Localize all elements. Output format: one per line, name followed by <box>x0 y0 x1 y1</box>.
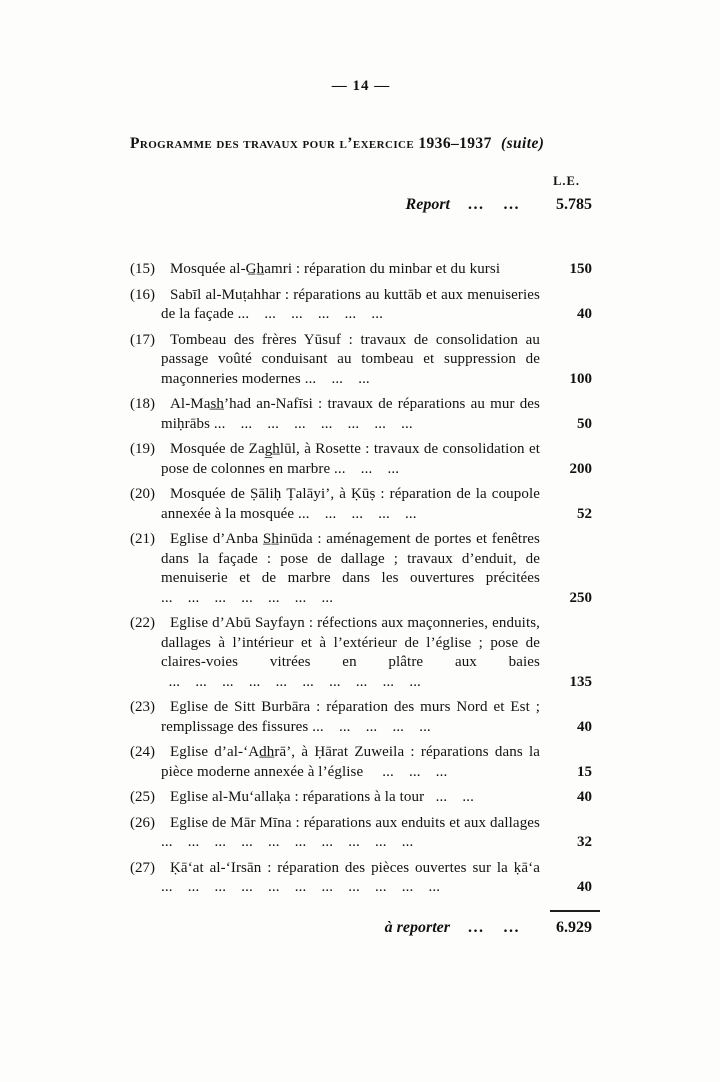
item-amount: 50 <box>577 415 592 432</box>
item-description: Eglise d’al-‘Ad̲h̲rā’, à Ḥārat Zuweila : réparations dans la pièce moderne annexée à l’église ... ... ... <box>161 744 540 780</box>
work-item-row <box>130 530 592 608</box>
work-item-row <box>130 331 592 390</box>
work-item-row <box>130 814 592 853</box>
item-description: Ḳā‘at al-‘Irsān : réparation des pièces ouvertes sur la ḳā‘a ... ... ... ... ... ... ... ... ... ... ... <box>161 859 540 895</box>
carry-forward-amount: 6.929 <box>556 918 592 936</box>
work-item-row <box>130 788 592 808</box>
report-amount: 5.785 <box>556 196 592 213</box>
items-list <box>130 260 592 898</box>
item-description: Sabīl al-Muṭahhar : réparations au kuttāb et aux menuiseries de la façade ... ... ... ... ... ... <box>161 286 540 322</box>
carry-forward-label: à reporter <box>384 918 450 936</box>
item-number: (15) <box>130 261 155 277</box>
item-amount: 40 <box>577 789 592 805</box>
work-item-row <box>130 698 592 737</box>
item-amount: 150 <box>569 261 592 277</box>
report-row <box>130 196 592 214</box>
item-description: Mosquée al-G̲h̲amri : réparation du minbar et du kursi <box>170 261 501 277</box>
item-number: (19) <box>130 441 155 457</box>
work-item-row <box>130 395 592 434</box>
item-number: (17) <box>130 331 155 348</box>
item-amount: 32 <box>577 834 592 850</box>
work-item-row <box>130 743 592 782</box>
item-number: (21) <box>130 531 155 547</box>
work-item-row <box>130 286 592 325</box>
item-amount: 40 <box>577 306 592 322</box>
item-amount: 250 <box>569 589 592 606</box>
item-number: (27) <box>130 859 155 876</box>
work-item-row <box>130 859 592 898</box>
item-description: Eglise d’Anba S̲h̲inūda : aménagement de portes et fenêtres dans la façade : pose de dallage ; travaux d’enduit, de menuiserie et de marbre dans les ouvertures précitées ... ... ... ... ... ... ... <box>161 531 540 606</box>
work-item-row <box>130 485 592 524</box>
carry-forward-row <box>130 919 592 937</box>
item-number: (20) <box>130 486 155 502</box>
work-item-row <box>130 440 592 479</box>
item-number: (18) <box>130 396 155 412</box>
item-amount: 100 <box>569 370 592 387</box>
item-description: Mosquée de Ṣāliḥ Ṭalāyi’, à Ḳūṣ : réparation de la coupole annexée à la mosquée ... ... ... ... ... <box>161 486 540 522</box>
item-description: Eglise al-Mu‘allaḳa : réparations à la tour ... ... <box>170 789 474 805</box>
work-item-row <box>130 614 592 692</box>
item-number: (16) <box>130 286 155 303</box>
item-number: (22) <box>130 615 155 631</box>
currency-label: L.E. <box>553 174 580 188</box>
item-amount: 52 <box>577 505 592 522</box>
item-amount: 200 <box>569 460 592 477</box>
item-amount: 40 <box>577 879 592 895</box>
title-main: Programme des travaux pour l’exercice 1936–1937 <box>130 135 492 152</box>
report-dot-leader: ... ... <box>468 196 520 213</box>
item-number: (26) <box>130 814 155 831</box>
item-amount: 40 <box>577 718 592 735</box>
page-number: — 14 — <box>331 78 391 94</box>
item-description: Eglise d’Abū Sayfayn : réfections aux maçonneries, enduits, dallages à l’intérieur et à l’extérieur de l’église ; pose de claires-voies vitrées en plâtre aux baies ... ... ... ... ... ... ... ... ... ... <box>161 615 540 690</box>
report-label: Report <box>405 196 450 213</box>
total-rule <box>550 910 600 912</box>
item-number: (24) <box>130 744 155 760</box>
item-description: Mosquée de Zag̲h̲lūl, à Rosette : travaux de consolidation et pose de colonnes en marbre ... ... ... <box>161 441 540 477</box>
title-suffix: (suite) <box>501 135 545 152</box>
item-description: Eglise de Mār Mīna : réparations aux enduits et aux dallages ... ... ... ... ... ... ... ... ... ... <box>161 814 540 850</box>
item-description: Tombeau des frères Yūsuf : travaux de consolidation au passage voûté conduisant au tombeau et suppression de maçonneries modernes ... ... ... <box>161 331 540 387</box>
carry-forward-dot-leader: ... ... <box>468 918 520 936</box>
item-description: Al-Mas̲h̲’had an-Nafīsi : travaux de réparations au mur des miḥrābs ... ... ... ... ... ... ... ... <box>161 396 540 432</box>
item-description: Eglise de Sitt Burbāra : réparation des murs Nord et Est ; remplissage des fissures ... ... ... ... ... <box>161 699 540 735</box>
item-number: (25) <box>130 789 155 805</box>
item-number: (23) <box>130 699 155 715</box>
work-item-row <box>130 260 592 280</box>
item-amount: 135 <box>569 673 592 690</box>
item-amount: 15 <box>577 763 592 780</box>
page-title <box>130 135 592 153</box>
